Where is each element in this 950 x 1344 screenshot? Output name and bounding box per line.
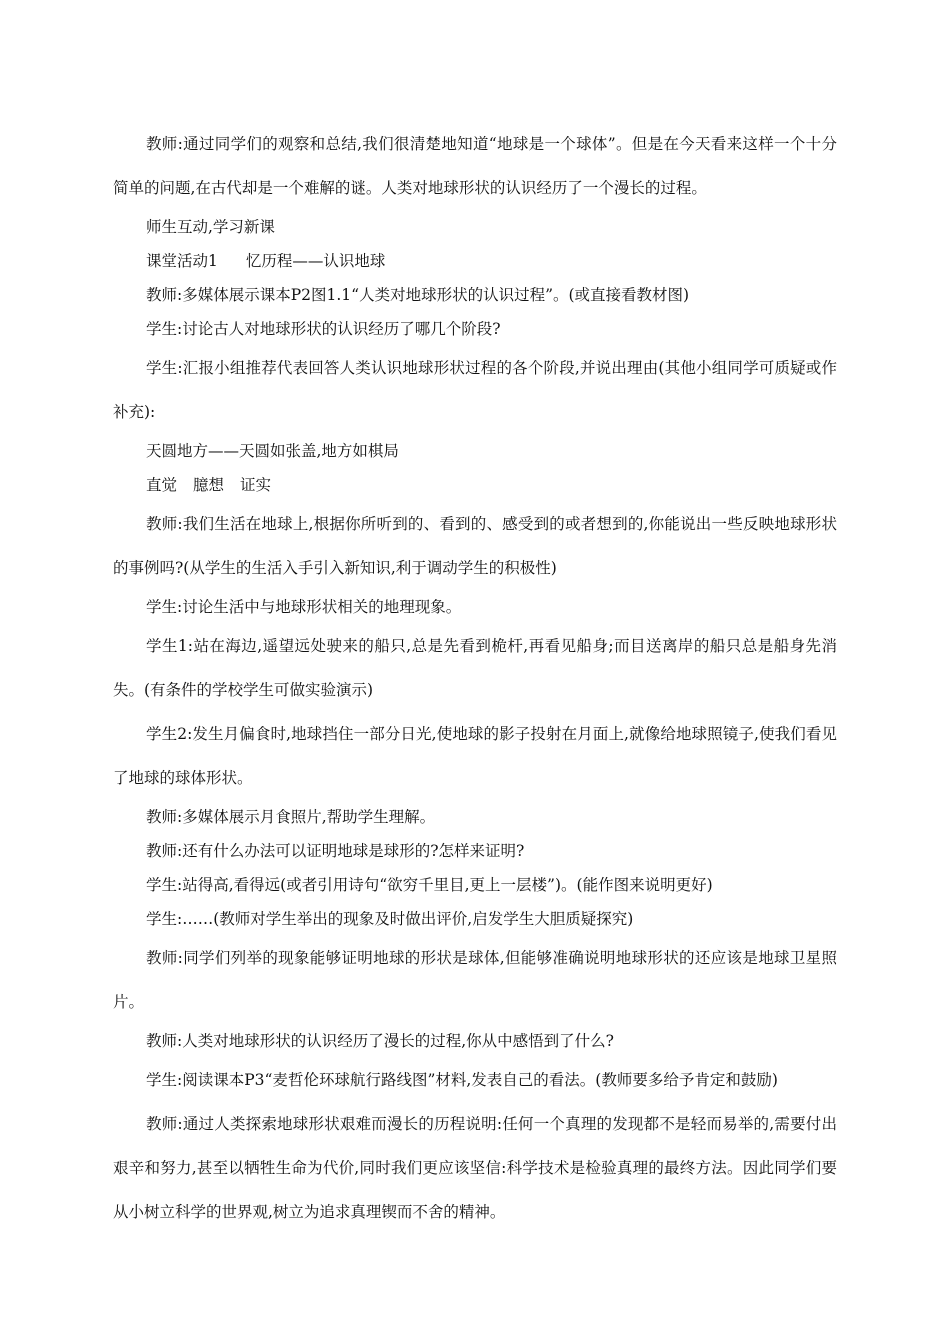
paragraph-intro: 教师:通过同学们的观察和总结,我们很清楚地知道“地球是一个球体”。但是在今天看来这样一个十分简单的问题,在古代却是一个难解的谜。人类对地球形状的认识经历了一个漫长的过程。: [113, 135, 837, 197]
paragraph-teacher-question: 教师:我们生活在地球上,根据你所听到的、看到的、感受到的或者想到的,你能说出一些反映地球形状的事例吗?(从学生的生活入手引入新知识,利于调动学生的积极性): [113, 515, 837, 577]
stages-line: [113, 468, 837, 502]
activity-label: 课堂活动1: [146, 252, 218, 270]
paragraph-student-2: 学生2:发生月偏食时,地球挡住一部分日光,使地球的影子投射在月面上,就像给地球照镜子,使我们看见了地球的球体形状。: [113, 725, 837, 787]
activity-title: 忆历程——认识地球: [245, 252, 386, 270]
paragraph-student-more: 学生:……(教师对学生举出的现象及时做出评价,启发学生大胆质疑探究): [146, 910, 634, 928]
paragraph-student-magellan: 学生:阅读课本P3“麦哲伦环球航行路线图”材料,发表自己的看法。(教师要多给予肯定和鼓励): [146, 1071, 778, 1089]
activity-heading: [113, 244, 837, 278]
paragraph-student-phenomena: 学生:讨论生活中与地球形状相关的地理现象。: [146, 598, 462, 616]
paragraph-teacher-eclipse: 教师:多媒体展示月食照片,帮助学生理解。: [146, 808, 436, 826]
paragraph-student-1: 学生1:站在海边,遥望远处驶来的船只,总是先看到桅杆,再看见船身;而目送离岸的船只总是船身先消失。(有条件的学校学生可做实验演示): [113, 637, 837, 699]
section-heading: 师生互动,学习新课: [146, 218, 275, 236]
stage-item: 臆想: [193, 476, 225, 494]
paragraph-teacher-conclusion: 教师:通过人类探索地球形状艰难而漫长的历程说明:任何一个真理的发现都不是轻而易举的,需要付出艰辛和努力,甚至以牺牲生命为代价,同时我们更应该坚信:科学技术是检验真理的最终方法。因此同学们要从小树立科学的世界观,树立为追求真理锲而不舍的精神。: [113, 1115, 837, 1221]
paragraph-heaven-earth: 天圆地方——天圆如张盖,地方如棋局: [146, 442, 399, 460]
paragraph-student-report: 学生:汇报小组推荐代表回答人类认识地球形状过程的各个阶段,并说出理由(其他小组同学可质疑或作补充):: [113, 359, 837, 421]
paragraph-student-poem: 学生:站得高,看得远(或者引用诗句“欲穷千里目,更上一层楼”)。(能作图来说明更好): [146, 876, 713, 894]
document-body: [113, 122, 837, 1234]
paragraph-student-discuss: 学生:讨论古人对地球形状的认识经历了哪几个阶段?: [146, 320, 501, 338]
paragraph-teacher-media: 教师:多媒体展示课本P2图1.1“人类对地球形状的认识过程”。(或直接看教材图): [146, 286, 690, 304]
stage-item: 直觉: [146, 476, 178, 494]
paragraph-teacher-other: 教师:还有什么办法可以证明地球是球形的?怎样来证明?: [146, 842, 525, 860]
paragraph-teacher-satellite: 教师:同学们列举的现象能够证明地球的形状是球体,但能够准确说明地球形状的还应该是地球卫星照片。: [113, 949, 837, 1011]
stage-item: 证实: [240, 476, 272, 494]
paragraph-teacher-reflect: 教师:人类对地球形状的认识经历了漫长的过程,你从中感悟到了什么?: [146, 1032, 614, 1050]
